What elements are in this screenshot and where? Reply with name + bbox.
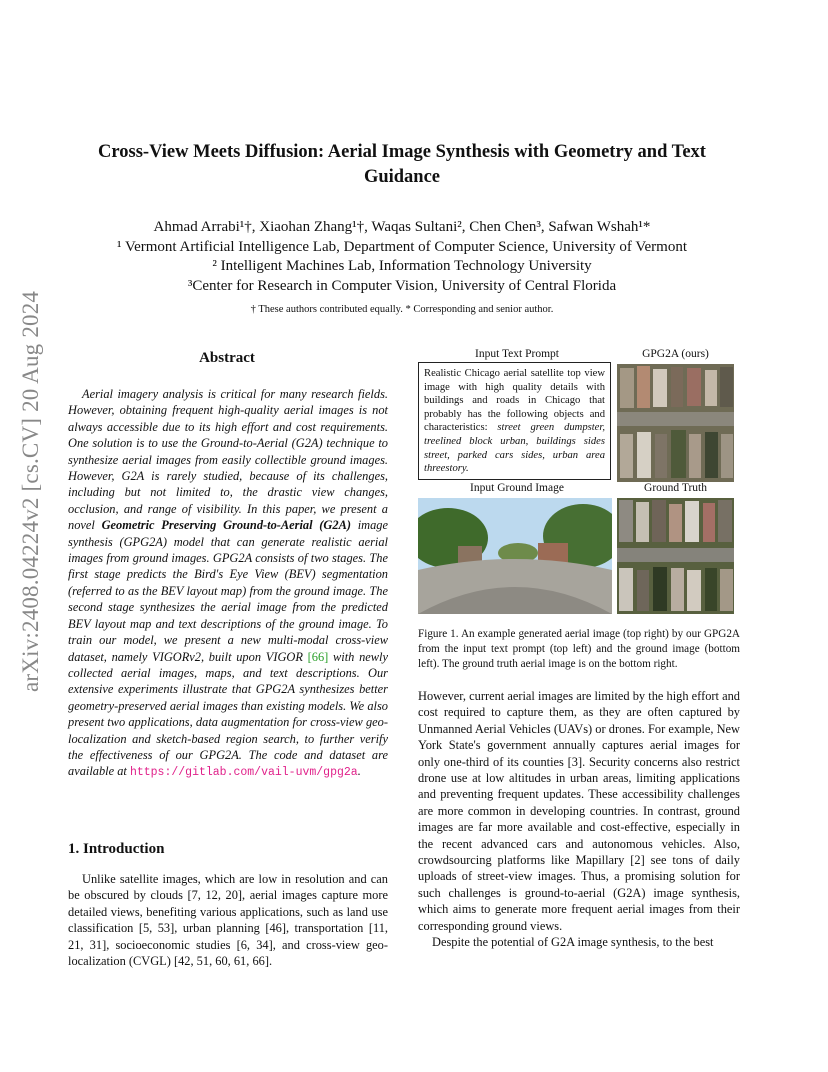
- figure-caption: Figure 1. An example generated aerial image (top right) by our GPG2A from the input text prompt (top left) and the ground image (bottom left). The ground truth aerial image is on the bottom right.: [418, 628, 740, 670]
- paragraph-continuation: Despite the potential of G2A image synthesis, to the best: [432, 935, 714, 950]
- input-ground-panorama: [418, 498, 612, 614]
- abstract-text-2: image synthesis (GPG2A) model that can generate realistic aerial images from ground images. GPG2A consists of two stages. The first stage predicts the Bird's Eye View (BEV) segmentation (referred to as the BEV layout map) from the ground image. The second stage synthesizes the aerial image from the predicted BEV layout map and text descriptions of the ground image. To train our model, we present a new multi-modal cross-view dataset, namely VIGORv2, built upon VIGOR: [68, 518, 388, 664]
- abstract-gpg-term: Geometric Preserving Ground-to-Aerial (G2A): [101, 518, 351, 533]
- label-input-ground-image: Input Ground Image: [470, 482, 564, 494]
- abstract-body: [68, 386, 388, 782]
- intro-heading: 1. Introduction: [68, 841, 165, 857]
- label-input-text-prompt: Input Text Prompt: [475, 348, 559, 360]
- affiliation-1: ¹ Vermont Artificial Intelligence Lab, Department of Computer Science, University of Vermont: [116, 238, 688, 255]
- ground-truth-aerial-image: [617, 498, 734, 614]
- abstract-text-1: Aerial imagery analysis is critical for many research fields. However, obtaining frequent high-quality aerial images is not always accessible due to its high effort and cost requirements. One solution is to use the Ground-to-Aerial (G2A) technique to synthesize aerial images from easily collectible ground images. However, G2A is rarely studied, because of its challenges, including but not limited to, the drastic view changes, occlusion, and range of visibility. In this paper, we present a novel: [68, 387, 388, 533]
- label-gpg2a-output: GPG2A (ours): [642, 348, 709, 360]
- author-note: † These authors contributed equally. * Corresponding and senior author.: [250, 304, 554, 315]
- affiliation-2: ² Intelligent Machines Lab, Information Technology University: [212, 258, 592, 274]
- paper-title: Cross-View Meets Diffusion: Aerial Image Synthesis with Geometry and Text Guidance: [98, 142, 706, 187]
- abstract-text-3: with newly collected aerial images, maps, and text descriptions. Our extensive experiments illustrate that GPG2A synthesizes better geometry-preserved aerial images than existing models. We also present two applications, data augmentation for cross-view geo-localization and sketch-based region search, to further verify the effectiveness of our GPG2A. The code and dataset are available at: [68, 649, 388, 779]
- citation-link[interactable]: [66]: [307, 649, 329, 664]
- author-block: [70, 218, 734, 320]
- right-column-text: [418, 688, 740, 951]
- affiliation-3: ³Center for Research in Computer Vision, University of Central Florida: [187, 277, 617, 294]
- prompt-text: Realistic Chicago aerial satellite top view image with high quality details with buildings and roads in Chicago that probably has the following objects and characteristics:: [424, 368, 605, 434]
- abstract-heading: Abstract: [199, 350, 255, 366]
- abstract-end: .: [357, 764, 361, 779]
- arxiv-identifier: arXiv:2408.04224v2 [cs.CV] 20 Aug 2024: [18, 290, 43, 692]
- code-url-link[interactable]: https://gitlab.com/vail-uvm/gpg2a: [129, 766, 358, 780]
- prompt-keywords: street green dumpster, treelined block urban, buildings sides street, parked cars sides, urban area threestory.: [424, 422, 605, 475]
- paragraph-motivation: However, current aerial images are limited by the high effort and cost required to capture them, as they are often captured by Unmanned Aerial Vehicles (UAVs) or drones. For example, New York State's government annually captures aerial images for only one-third of its counties [3]. Security concerns also restrict drone use at low altitudes in urban areas, limiting applications and preventing frequent updates. These accessibility challenges are more common in developing countries. In contrast, ground images are far more available and cost-effective, especially in the recent advanced cars and autonomous vehicles. Also, crowdsourcing platforms like Mapillary [2] see tons of daily uploads of street-view images. Thus, a promising solution for such challenges is ground-to-aerial (G2A) image synthesis, which aims to generate more frequent aerial images from their corresponding ground views.: [418, 689, 740, 933]
- generated-aerial-image: [617, 364, 734, 482]
- intro-paragraph: Unlike satellite images, which are low in resolution and can be obscured by clouds [7, 12, 20], aerial images capture more detailed views, benefiting various applications, such as land use classification [5, 53], urban planning [46], transportation [11, 21, 31], socioeconomic studies [6, 34], and cross-view geo-localization (CVGL) [42, 51, 60, 61, 66].: [68, 872, 388, 969]
- text-prompt-box: [418, 362, 611, 480]
- author-names: Ahmad Arrabi¹†, Xiaohan Zhang¹†, Waqas Sultani², Chen Chen³, Safwan Wshah¹*: [153, 219, 651, 235]
- label-ground-truth: Ground Truth: [644, 482, 707, 494]
